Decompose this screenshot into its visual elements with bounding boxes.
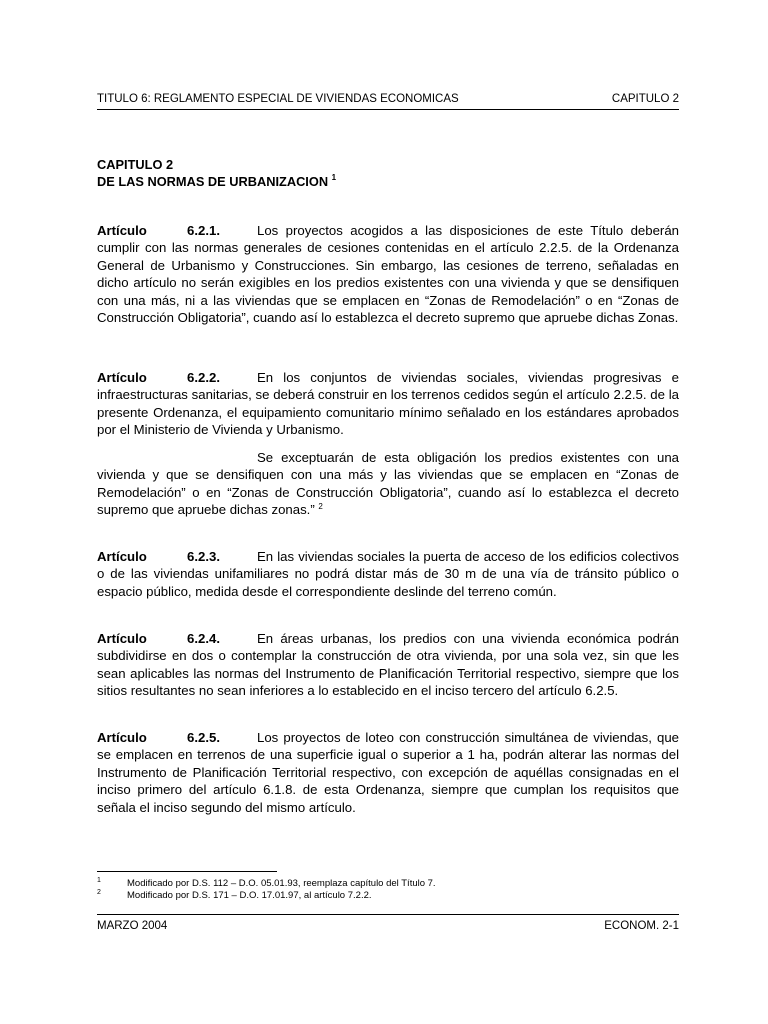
footer-date: MARZO 2004 [97, 920, 168, 932]
running-header [97, 92, 679, 106]
article-text: Se exceptuarán de esta obligación los predios existentes con una vivienda y que se densifiquen con una más y las viviendas que se emplacen en “Zonas de Remodelación” o en “Zonas de Construcción Obligatoria”, cuando así lo establezca el decreto supremo que apruebe dichas zonas.” [97, 450, 679, 518]
article-label: Artículo [97, 631, 147, 646]
article-label: Artículo [97, 549, 147, 564]
chapter-heading [97, 156, 679, 190]
article-text: En las viviendas sociales la puerta de acceso de los edificios colectivos o de las viviendas unifamiliares no podrá distar más de 30 m de una vía de tránsito público o espacio público, medida desde el correspondiente deslinde del terreno común. [97, 549, 679, 599]
chapter-title-text: DE LAS NORMAS DE URBANIZACION [97, 174, 329, 189]
chapter-title [97, 173, 679, 190]
header-title: TITULO 6: REGLAMENTO ESPECIAL DE VIVIENDAS ECONOMICAS [97, 93, 459, 105]
article-label: Artículo [97, 223, 147, 238]
article-number: 6.2.3. [187, 549, 220, 564]
header-chapter: CAPITULO 2 [611, 93, 679, 105]
article-text: Los proyectos acogidos a las disposiciones de este Título deberán cumplir con las normas generales de cesiones contenidas en el artículo 2.2.5. de la Ordenanza General de Urbanismo y Construcciones. Sin embargo, las cesiones de terreno, señaladas en dicho artículo no serán exigibles en los predios existentes con una vivienda y que se densifiquen con una más, ni a las viviendas que se emplacen en “Zonas de Remodelación” o en “Zonas de Construcción Obligatoria”, cuando así lo establezca el decreto supremo que apruebe dichas Zonas. [97, 223, 679, 326]
article-text: En los conjuntos de viviendas sociales, viviendas progresivas e infraestructuras sanitarias, se deberá construir en los terrenos cedidos según el artículo 2.2.5. de la presente Ordenanza, el equipamiento comunitario mínimo señalado en los estándares aprobados por el Ministerio de Vivienda y Urbanismo. [97, 370, 679, 438]
chapter-number: CAPITULO 2 [97, 157, 174, 172]
footnote-mark: 2 [97, 889, 101, 896]
footnote-text: Modificado por D.S. 171 – D.O. 17.01.97, al artículo 7.2.2. [127, 890, 372, 901]
article-6-2-1 [97, 222, 679, 326]
article-number: 6.2.4. [187, 631, 220, 646]
footnote-text: Modificado por D.S. 112 – D.O. 05.01.93, reemplaza capítulo del Título 7. [127, 878, 436, 889]
article-6-2-2-paragraph-2 [97, 449, 679, 519]
article-6-2-2 [97, 369, 679, 439]
article-text: Los proyectos de loteo con construcción simultánea de viviendas, que se emplacen en terrenos de una superficie igual o superior a 1 ha, podrán alterar las normas del Instrumento de Planificación Territorial respectivo, con excepción de aquéllas consignadas en el inciso primero del artículo 6.1.8. de esta Ordenanza, siempre que cumplan los requisitos que señala el inciso segundo del mismo artículo. [97, 730, 679, 815]
article-label: Artículo [97, 370, 147, 385]
footer-page-number: ECONOM. 2-1 [604, 920, 679, 932]
running-footer [97, 919, 679, 933]
footnote-ref-2[interactable]: 2 [318, 502, 323, 512]
footnote-mark: 1 [97, 877, 101, 884]
article-6-2-3 [97, 548, 679, 600]
article-number: 6.2.2. [187, 370, 220, 385]
article-6-2-4 [97, 630, 679, 700]
footer-rule [97, 914, 679, 915]
footnote-ref-1[interactable]: 1 [331, 173, 337, 182]
article-number: 6.2.1. [187, 223, 220, 238]
article-label: Artículo [97, 730, 147, 745]
header-rule [97, 109, 679, 110]
article-number: 6.2.5. [187, 730, 220, 745]
article-text: En áreas urbanas, los predios con una vivienda económica podrán subdividirse en dos o contemplar la construcción de otra vivienda, por una sola vez, sin que les sean aplicables las normas del Instrumento de Planificación Territorial respectivo, siempre que los sitios resultantes no sean inferiores a lo establecido en el inciso tercero del artículo 6.2.5. [97, 631, 679, 699]
footnote-rule [97, 871, 277, 872]
article-6-2-5 [97, 729, 679, 816]
